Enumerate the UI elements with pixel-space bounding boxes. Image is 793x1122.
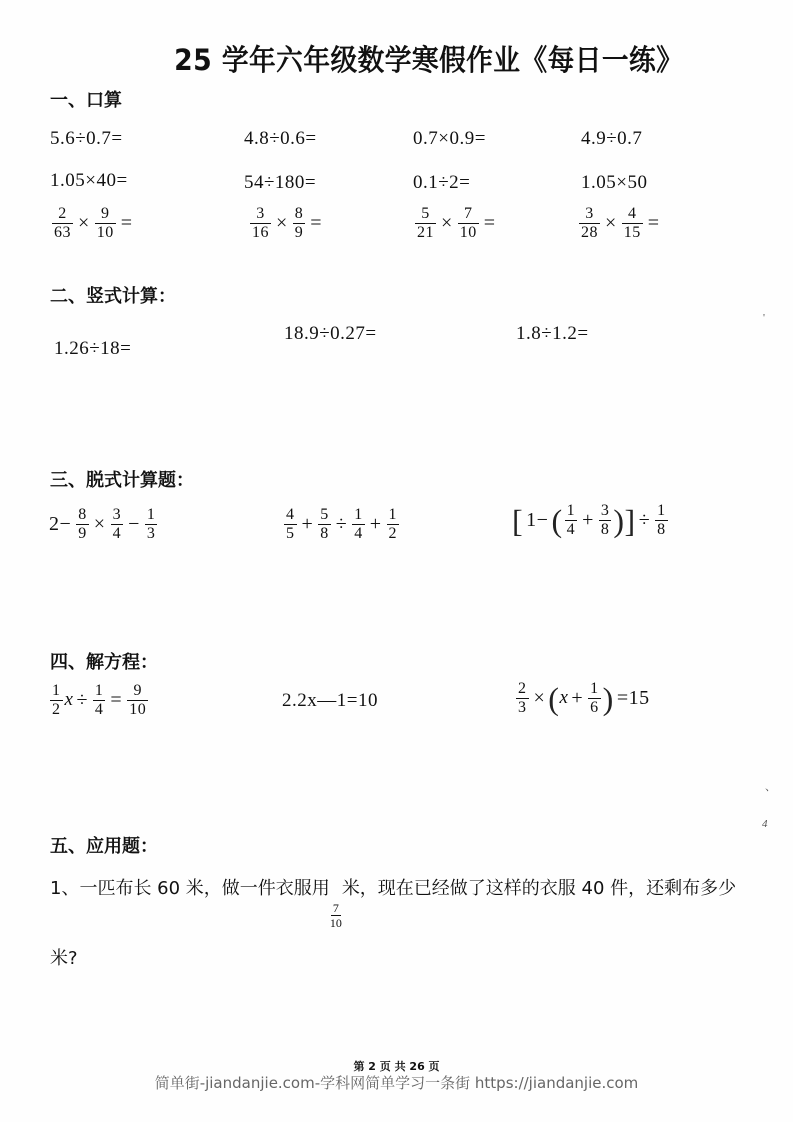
fraction: $\frac{1}{4}$ (566, 502, 576, 538)
section-5-heading: 五、应用题： (50, 836, 158, 857)
fraction: $\frac{1}{4}$ (354, 506, 363, 542)
word-problem-1: 1、一匹布长 60 米，做一件衣服用 $\frac{7}{10}$ 米，现在已经做了这样的衣服 40 件，还剩布多少米? (50, 878, 737, 969)
fraction: $\frac{9}{10}$ (129, 682, 147, 718)
oral-calc-10: $\frac{3}{16}$ × $\frac{8}{9}$ = (252, 205, 323, 241)
oral-calc-6: 54÷180= (244, 172, 317, 193)
fraction: $\frac{9}{10}$ (96, 205, 114, 241)
section-1-heading: 一、口算 (50, 90, 122, 111)
fraction: $\frac{2}{3}$ (518, 680, 527, 716)
step-calc-2: $\frac{4}{5}$ + $\frac{5}{8}$ ÷ $\frac{1}{4}$ + $\frac{1}{2}$ (286, 506, 398, 542)
page-title: 25 学年六年级数学寒假作业《每日一练》 (174, 43, 684, 77)
fraction: $\frac{1}{6}$ (590, 680, 599, 716)
section-3-heading: 三、脱式计算题： (50, 470, 194, 491)
fraction: $\frac{1}{4}$ (94, 682, 104, 718)
oral-calc-2: 4.8÷0.6= (244, 128, 317, 149)
fraction: $\frac{7}{10}$ (329, 901, 342, 930)
equation-1: $\frac{1}{2}$ x ÷ $\frac{1}{4}$ = $\frac{9}{10}$ (52, 682, 147, 718)
fraction: $\frac{3}{16}$ (252, 205, 269, 241)
oral-calc-9: $\frac{2}{63}$ × $\frac{9}{10}$ = (54, 205, 133, 241)
oral-calc-11: $\frac{5}{21}$ × $\frac{7}{10}$ = (417, 205, 496, 241)
fraction: $\frac{4}{15}$ (623, 205, 641, 241)
step-calc-1: 2− $\frac{8}{9}$ × $\frac{3}{4}$ − $\frac{1}{3}$ (49, 506, 156, 542)
vertical-calc-1: 1.26÷18= (54, 338, 132, 359)
vertical-calc-2: 18.9÷0.27= (284, 323, 377, 344)
oral-calc-7: 0.1÷2= (413, 172, 471, 193)
fraction: $\frac{7}{10}$ (459, 205, 477, 241)
fraction: $\frac{8}{9}$ (294, 205, 304, 241)
section-2-heading: 二、竖式计算： (50, 286, 176, 307)
fraction: $\frac{5}{21}$ (417, 205, 434, 241)
margin-mark: 、 (765, 781, 776, 793)
equation-2: 2.2x—1=10 (282, 690, 378, 711)
fraction: $\frac{3}{28}$ (581, 205, 598, 241)
fraction: $\frac{2}{63}$ (54, 205, 71, 241)
fraction: $\frac{1}{2}$ (52, 682, 61, 718)
fraction: $\frac{1}{3}$ (146, 506, 156, 542)
fraction: $\frac{4}{5}$ (286, 506, 295, 542)
oral-calc-5: 1.05×40= (50, 170, 128, 191)
oral-calc-1: 5.6÷0.7= (50, 128, 123, 149)
fraction: $\frac{8}{9}$ (78, 506, 87, 542)
equation-3: $\frac{2}{3}$ ×(x + $\frac{1}{6}$ ) =15 (518, 680, 650, 717)
oral-calc-12: $\frac{3}{28}$ × $\frac{4}{15}$ = (581, 205, 660, 241)
page-number: 第 2 页 共 26 页 (353, 1060, 440, 1073)
fraction: $\frac{1}{8}$ (657, 502, 666, 538)
step-calc-3: [ 1−( $\frac{1}{4}$ + $\frac{3}{8}$ )] ÷ $\frac{1}{8}$ (512, 502, 666, 539)
vertical-calc-3: 1.8÷1.2= (516, 323, 589, 344)
footer-watermark: 简单街-jiandanjie.com-学科网简单学习一条街 https://jiandanjie.com (154, 1074, 639, 1092)
oral-calc-8: 1.05×50 (581, 172, 648, 193)
fraction: $\frac{1}{2}$ (388, 506, 398, 542)
margin-mark: ' (763, 312, 765, 324)
oral-calc-4: 4.9÷0.7 (581, 128, 643, 149)
section-4-heading: 四、解方程： (50, 652, 158, 673)
fraction: $\frac{5}{8}$ (320, 506, 329, 542)
oral-calc-3: 0.7×0.9= (413, 128, 486, 149)
margin-mark: 4 (762, 818, 768, 830)
fraction: $\frac{3}{4}$ (112, 506, 122, 542)
fraction: $\frac{3}{8}$ (600, 502, 610, 538)
